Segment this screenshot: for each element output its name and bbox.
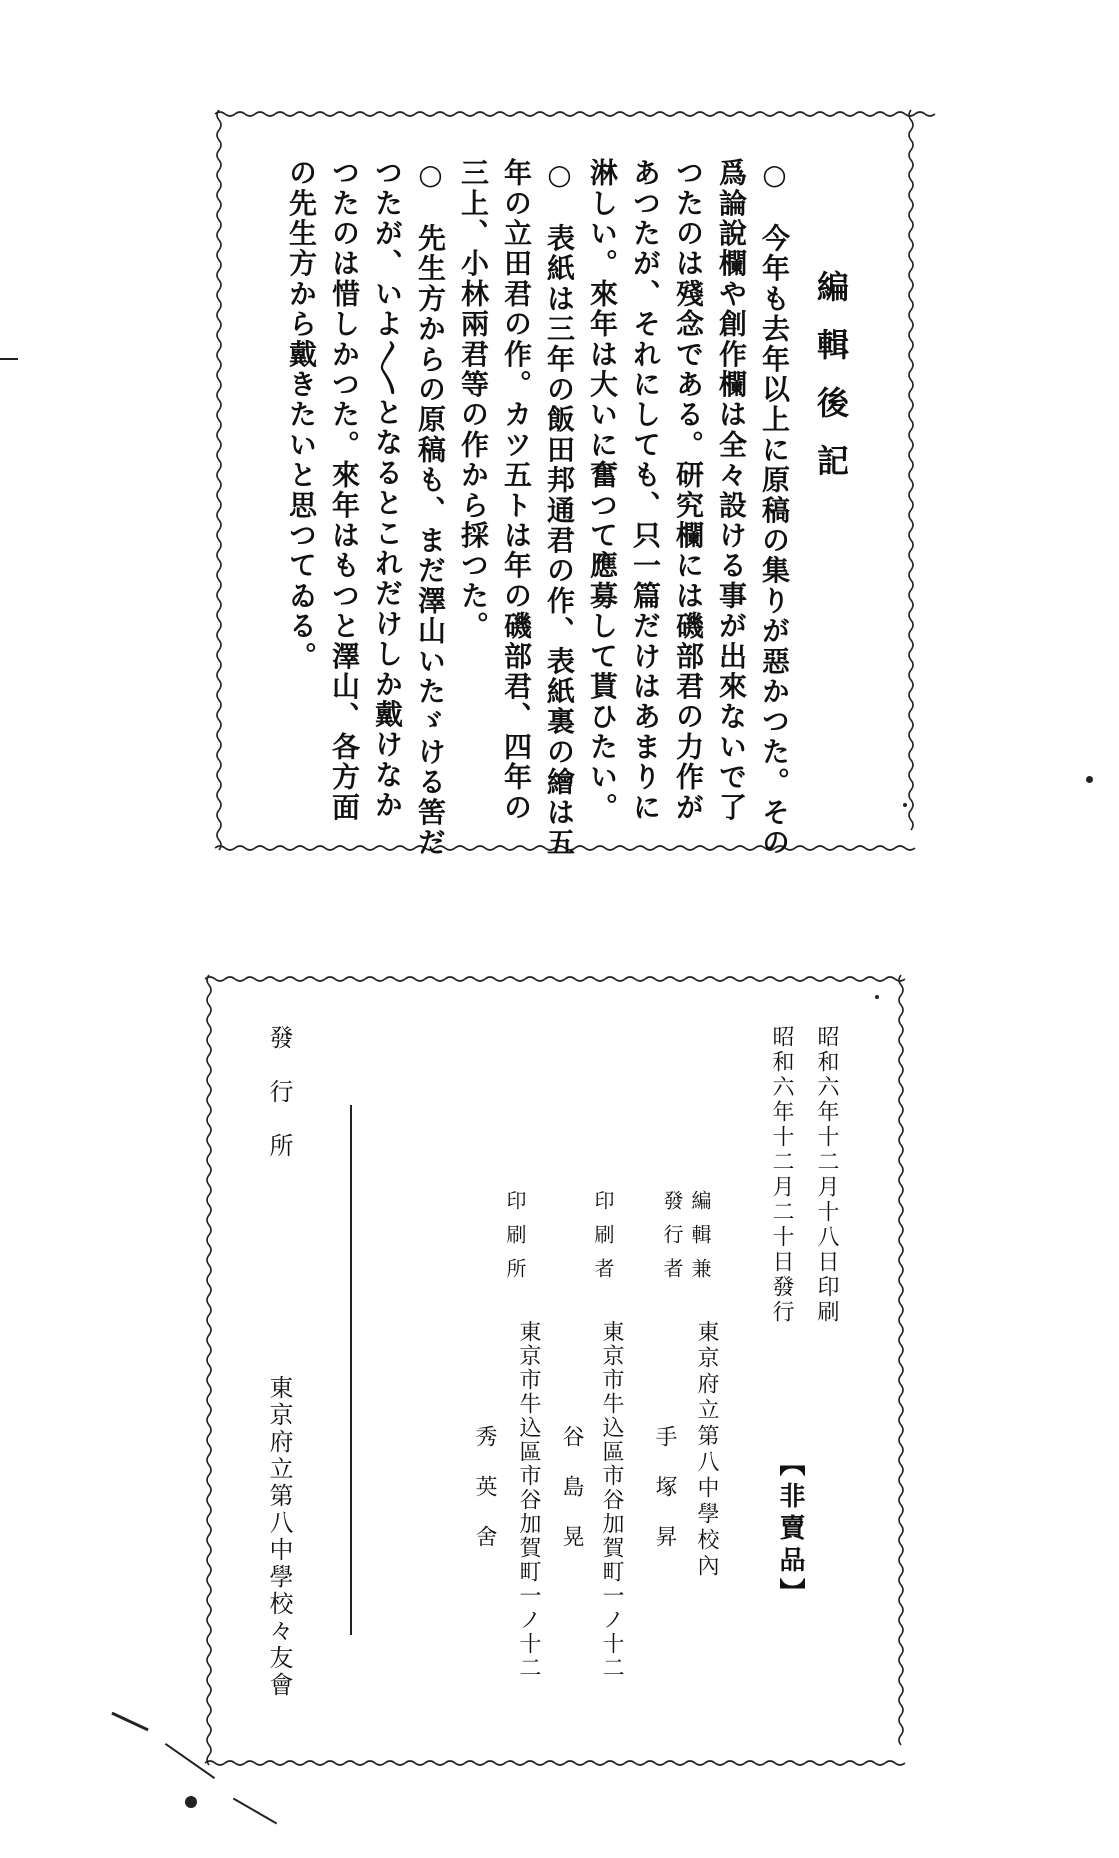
editor-name: 手塚昇	[652, 1425, 677, 1575]
scan-mark	[1086, 776, 1093, 783]
editor-label: 編輯兼	[688, 1190, 712, 1292]
printer-label: 印刷者	[591, 1190, 615, 1292]
editorial-line: 爲論說欄や創作欄は全々設ける事が出來ないで了	[715, 158, 748, 823]
editorial-line: ○ 表紙は三年の飯田邦通君の作、表紙裏の繪は五	[543, 158, 576, 858]
editorial-line: の先生方から戴きたいと思つてゐる。	[285, 158, 318, 672]
printshop-label: 印刷所	[503, 1190, 527, 1292]
editor-address: 東京府立第八中學校內	[694, 1320, 719, 1580]
editorial-line: ○ 先生方からの原稿も、まだ澤山いたゞける筈だ	[414, 158, 447, 858]
editorial-line: つたのは惜しかつた。來年はもつと澤山、各方面	[328, 158, 361, 823]
printer-name: 谷島晃	[559, 1425, 584, 1575]
divider-line	[350, 1105, 352, 1635]
colophon-box	[205, 975, 905, 1767]
scan-mark	[0, 358, 18, 360]
issue-date: 昭和六年十二月二十日發行	[769, 1025, 794, 1325]
not-for-sale-label: 【非賣品】	[775, 1450, 805, 1610]
scan-mark	[233, 1798, 277, 1825]
printer-address: 東京市牛込區市谷加賀町一ノ十二	[599, 1320, 624, 1680]
editorial-title: 編輯後記	[812, 270, 850, 502]
editorial-line: 年の立田君の作。カツ五トは年の磯部君、四年の	[500, 158, 533, 823]
scan-mark	[111, 1712, 149, 1732]
wavy-border	[205, 975, 905, 1767]
editorial-line: 淋しい。來年は大いに奮つて應募して貰ひたい。	[586, 158, 619, 823]
printshop-name: 秀英舍	[472, 1425, 497, 1575]
editorial-line: あつたが、それにしても、只一篇だけはあまりに	[629, 158, 662, 823]
print-date: 昭和六年十二月十八日印刷	[814, 1025, 839, 1325]
editorial-line: ○ 今年も去年以上に原稿の集りが惡かつた。その	[758, 158, 791, 858]
editorial-line: 三上、小林兩君等の作から採つた。	[457, 158, 490, 642]
publisher-person-label: 發行者	[660, 1190, 684, 1292]
editorial-line: つたのは殘念である。研究欄には磯部君の力作が	[672, 158, 705, 823]
publisher-name: 東京府立第八中學校々友會	[265, 1375, 293, 1699]
publisher-label: 發行所	[265, 1025, 293, 1187]
printshop-address: 東京市牛込區市谷加賀町一ノ十二	[516, 1320, 541, 1680]
editorial-box	[215, 110, 915, 858]
scan-mark	[185, 1796, 197, 1808]
editorial-line: つたが、いよ〳〵となるとこれだけしか戴けなか	[371, 158, 404, 821]
